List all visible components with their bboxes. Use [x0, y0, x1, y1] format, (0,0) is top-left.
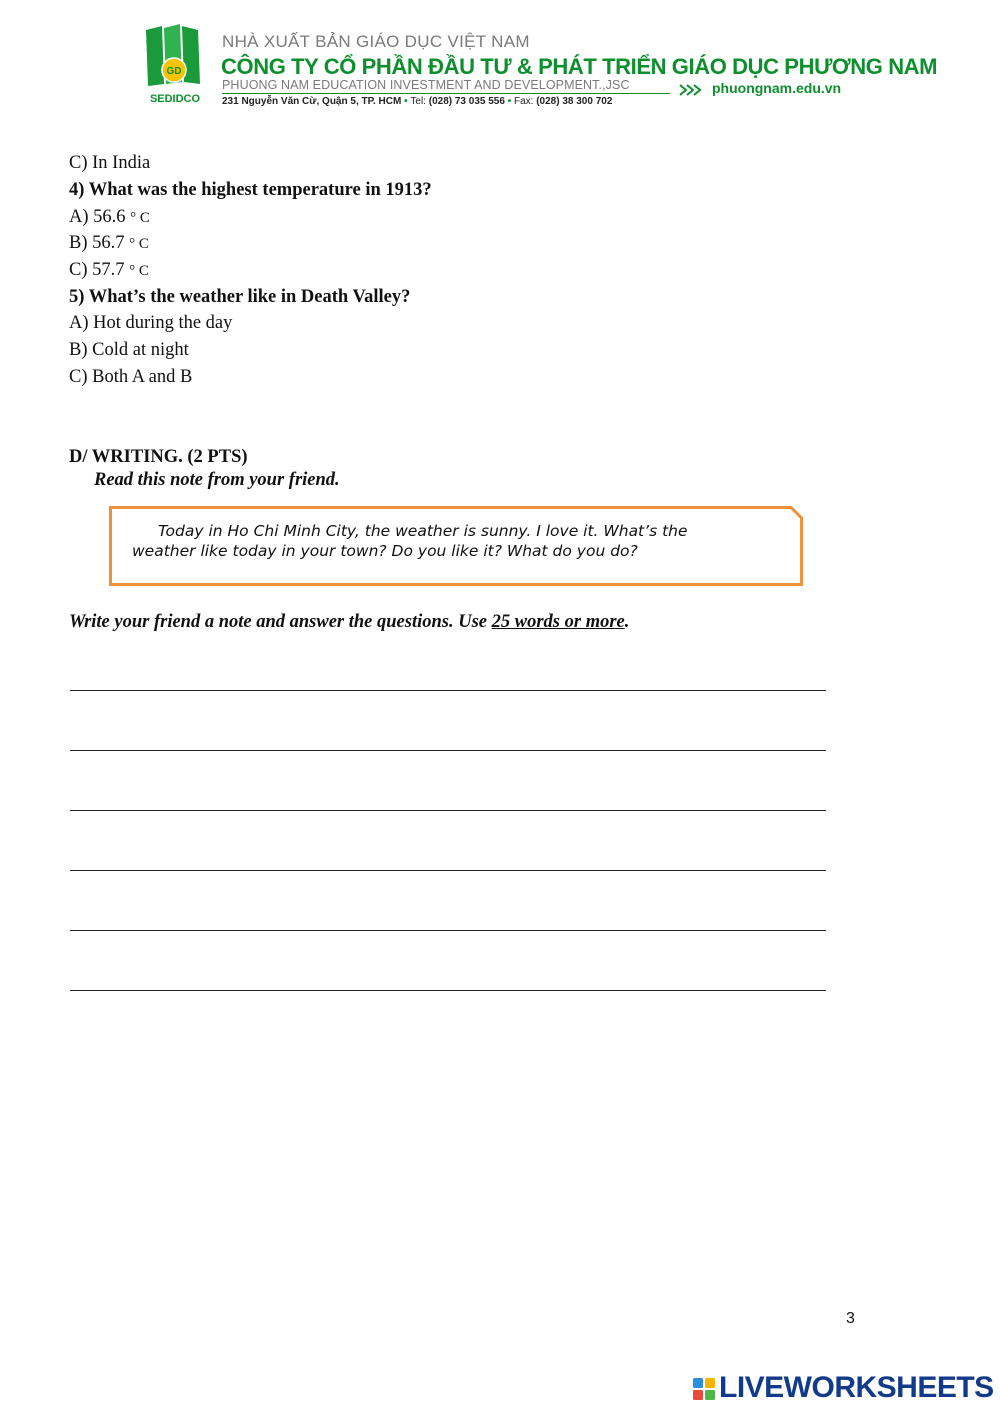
publisher-name: NHÀ XUẤT BẢN GIÁO DỤC VIỆT NAM	[222, 32, 530, 51]
header-rule	[222, 93, 670, 94]
tel-number: (028) 73 035 556	[428, 96, 505, 107]
writing-heading: D/ WRITING. (2 PTS)	[69, 447, 248, 467]
answer-line-5[interactable]	[70, 930, 826, 931]
bullet-separator: •	[507, 96, 514, 107]
answer-line-3[interactable]	[70, 810, 826, 811]
answer-line-1[interactable]	[70, 690, 826, 691]
liveworksheets-logo-icon	[693, 1378, 715, 1400]
q5-option-b: B) Cold at night	[69, 340, 189, 360]
note-line-1: Today in Ho Chi Minh City, the weather is sunny. I love it. What’s the	[158, 522, 688, 540]
note-line-2: weather like today in your town? Do you like it? What do you do?	[132, 542, 638, 560]
fax-label: Fax:	[513, 96, 534, 107]
answer-line-6[interactable]	[70, 990, 826, 991]
page-number: 3	[846, 1310, 855, 1327]
q4-question: 4) What was the highest temperature in 1913?	[69, 180, 432, 200]
q4-option-b	[69, 232, 149, 255]
task-emphasis: 25 words or more	[491, 612, 625, 632]
option-text: A) 56.6	[69, 207, 126, 227]
liveworksheets-brand[interactable]: LIVEWORKSHEETS	[719, 1371, 994, 1404]
q5-option-c: C) Both A and B	[69, 367, 193, 387]
q5-option-a: A) Hot during the day	[69, 313, 233, 333]
fax-number: (028) 38 300 702	[536, 96, 613, 107]
sedidco-logo	[140, 24, 210, 106]
answer-line-2[interactable]	[70, 750, 826, 751]
option-text: B) 56.7	[69, 233, 125, 253]
q4-option-a	[69, 206, 150, 229]
logo-monogram: GD	[166, 66, 182, 77]
temperature-unit: ° C	[130, 210, 150, 226]
q5-question: 5) What’s the weather like in Death Valley?	[69, 287, 411, 307]
chevron-arrows-icon	[678, 82, 708, 98]
writing-task	[69, 611, 629, 633]
answer-line-4[interactable]	[70, 870, 826, 871]
contact-line	[222, 96, 612, 107]
q4-option-c	[69, 259, 149, 282]
task-suffix: .	[624, 612, 630, 632]
temperature-unit: ° C	[129, 263, 149, 279]
company-name-vn: CÔNG TY CỔ PHẦN ĐẦU TƯ & PHÁT TRIỂN GIÁO DỤC PHƯƠNG NAM	[221, 54, 938, 79]
address: 231 Nguyễn Văn Cừ, Quận 5, TP. HCM	[222, 96, 402, 107]
option-text: C) 57.7	[69, 260, 125, 280]
website: phuongnam.edu.vn	[712, 80, 842, 96]
company-name-en: PHUONG NAM EDUCATION INVESTMENT AND DEVELOPMENT.,JSC	[222, 78, 630, 92]
bullet-separator: •	[404, 96, 411, 107]
friend-note-text	[132, 521, 792, 561]
writing-instruction: Read this note from your friend.	[94, 470, 340, 490]
temperature-unit: ° C	[129, 236, 149, 252]
logo-label: SEDIDCO	[149, 93, 201, 105]
q3-option-c: C) In India	[69, 153, 151, 173]
tel-label: Tel:	[410, 96, 426, 107]
task-prefix: Write your friend a note and answer the questions. Use	[69, 612, 492, 632]
